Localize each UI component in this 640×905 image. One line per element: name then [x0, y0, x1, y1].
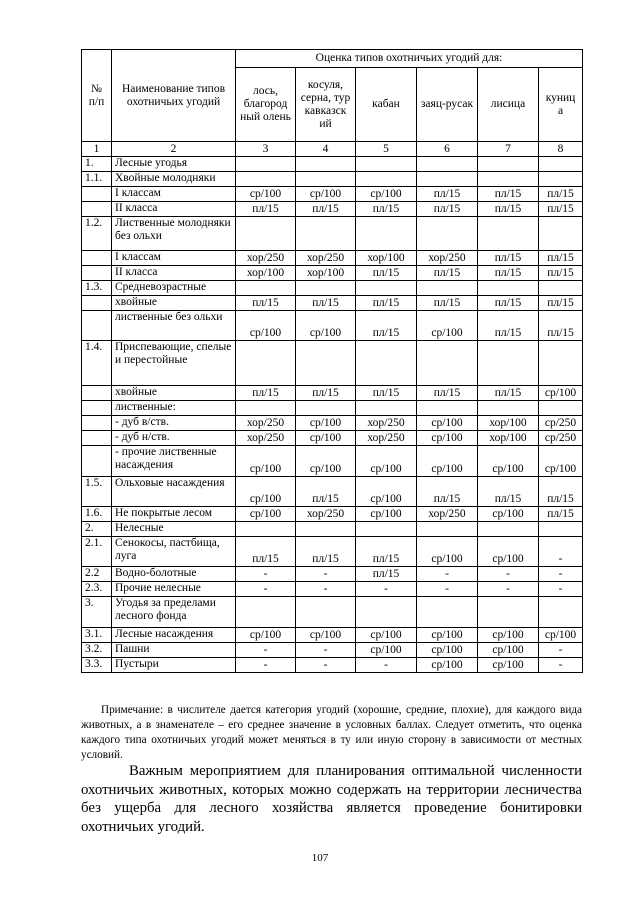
header-animal: куниц а	[539, 68, 583, 142]
row-number	[82, 296, 112, 311]
row-number: 1.1.	[82, 172, 112, 187]
table-row	[82, 187, 583, 202]
rating-cell: ср/100	[356, 507, 417, 522]
rating-cell: ср/100	[236, 507, 296, 522]
rating-cell: пл/15	[539, 266, 583, 281]
row-number: 1.4.	[82, 341, 112, 386]
rating-cell: пл/15	[236, 537, 296, 567]
row-number	[82, 446, 112, 477]
rating-cell: хор/250	[236, 431, 296, 446]
table-row	[82, 643, 583, 658]
row-name: Лесные насаждения	[112, 628, 236, 643]
row-number	[82, 266, 112, 281]
rating-cell: хор/100	[478, 431, 539, 446]
table-row	[82, 157, 583, 172]
rating-cell: пл/15	[236, 202, 296, 217]
row-number: 2.	[82, 522, 112, 537]
row-name: Хвойные молодняки	[112, 172, 236, 187]
row-name: Приспевающие, спелые и перестойные	[112, 341, 236, 386]
table-row	[82, 281, 583, 296]
rating-cell: пл/15	[296, 537, 356, 567]
table-row	[82, 401, 583, 416]
table-row	[82, 431, 583, 446]
rating-cell: ср/100	[478, 507, 539, 522]
rating-cell	[356, 401, 417, 416]
rating-cell: пл/15	[296, 296, 356, 311]
rating-cell	[539, 157, 583, 172]
hunting-grounds-table	[81, 49, 583, 673]
rating-cell: ср/100	[417, 311, 478, 341]
row-name: - дуб в/ств.	[112, 416, 236, 431]
table-row	[82, 416, 583, 431]
column-number: 6	[417, 142, 478, 157]
rating-cell: ср/100	[417, 446, 478, 477]
rating-cell: ср/100	[478, 537, 539, 567]
rating-cell: пл/15	[478, 202, 539, 217]
rating-cell: -	[236, 567, 296, 582]
header-animal: кабан	[356, 68, 417, 142]
page-number: 107	[311, 852, 329, 864]
rating-cell: -	[478, 582, 539, 597]
row-number	[82, 416, 112, 431]
rating-cell	[296, 597, 356, 628]
row-number	[82, 431, 112, 446]
row-name: Сенокосы, пастбища, луга	[112, 537, 236, 567]
header-ground-type: Наименование типов охотничьих угодий	[112, 50, 236, 142]
rating-cell	[356, 157, 417, 172]
row-number: 2.3.	[82, 582, 112, 597]
row-name: Нелесные	[112, 522, 236, 537]
rating-cell: пл/15	[539, 187, 583, 202]
header-animal: лисица	[478, 68, 539, 142]
row-name: Ольховые насаждения	[112, 477, 236, 507]
row-name: Средневозрастные	[112, 281, 236, 296]
row-name: I классам	[112, 251, 236, 266]
rating-cell	[236, 341, 296, 386]
rating-cell: пл/15	[296, 202, 356, 217]
table-row	[82, 597, 583, 628]
rating-cell: хор/250	[296, 251, 356, 266]
rating-cell	[296, 281, 356, 296]
row-name: хвойные	[112, 296, 236, 311]
rating-cell	[356, 281, 417, 296]
rating-cell: хор/100	[296, 266, 356, 281]
row-number	[82, 311, 112, 341]
rating-cell: пл/15	[539, 477, 583, 507]
rating-cell	[478, 217, 539, 251]
table-row	[82, 251, 583, 266]
row-number: 3.1.	[82, 628, 112, 643]
rating-cell	[296, 522, 356, 537]
rating-cell	[417, 341, 478, 386]
row-number: 1.5.	[82, 477, 112, 507]
rating-cell: пл/15	[478, 311, 539, 341]
table-row	[82, 537, 583, 567]
rating-cell: пл/15	[417, 266, 478, 281]
row-name: II класса	[112, 266, 236, 281]
table-row	[82, 567, 583, 582]
rating-cell	[478, 401, 539, 416]
rating-cell	[478, 172, 539, 187]
rating-cell: -	[417, 582, 478, 597]
rating-cell	[356, 522, 417, 537]
rating-cell: -	[296, 643, 356, 658]
rating-cell: хор/100	[236, 266, 296, 281]
rating-cell: ср/100	[356, 643, 417, 658]
rating-cell: пл/15	[356, 311, 417, 341]
rating-cell: хор/250	[236, 416, 296, 431]
column-number: 7	[478, 142, 539, 157]
row-number: 3.2.	[82, 643, 112, 658]
rating-cell	[539, 522, 583, 537]
rating-cell: пл/15	[417, 296, 478, 311]
table-row	[82, 582, 583, 597]
row-number	[82, 401, 112, 416]
table-row	[82, 658, 583, 673]
rating-cell: пл/15	[539, 251, 583, 266]
rating-cell	[356, 217, 417, 251]
paragraph-text: Важным мероприятием для планирования оптимальной численности охотничьих животных, которых можно содержать на территории лесничества без ущерба для лесного хозяйства является проведение бонитировки охотничьих угодий.	[81, 763, 582, 835]
table-row	[82, 507, 583, 522]
rating-cell: -	[356, 582, 417, 597]
rating-cell: -	[539, 582, 583, 597]
table-row	[82, 522, 583, 537]
table-row	[82, 172, 583, 187]
row-name: лиственные без ольхи	[112, 311, 236, 341]
rating-cell	[236, 522, 296, 537]
rating-cell: -	[539, 537, 583, 567]
table-row	[82, 296, 583, 311]
rating-cell	[236, 597, 296, 628]
rating-cell	[478, 281, 539, 296]
rating-cell: ср/250	[539, 416, 583, 431]
rating-cell: ср/100	[356, 187, 417, 202]
rating-cell: -	[478, 567, 539, 582]
row-number	[82, 251, 112, 266]
rating-cell	[417, 172, 478, 187]
header-number: № п/п	[82, 50, 112, 142]
rating-cell: ср/100	[236, 477, 296, 507]
rating-cell	[296, 341, 356, 386]
rating-cell: -	[236, 643, 296, 658]
row-name: Лиственные молодняки без ольхи	[112, 217, 236, 251]
rating-cell: пл/15	[478, 477, 539, 507]
rating-cell: ср/100	[356, 477, 417, 507]
rating-cell: -	[356, 658, 417, 673]
rating-cell: ср/100	[417, 658, 478, 673]
table-row	[82, 217, 583, 251]
rating-cell: пл/15	[478, 266, 539, 281]
rating-cell: -	[236, 582, 296, 597]
rating-cell	[478, 157, 539, 172]
rating-cell	[236, 401, 296, 416]
rating-cell: пл/15	[236, 296, 296, 311]
rating-cell: пл/15	[296, 477, 356, 507]
rating-cell: пл/15	[356, 296, 417, 311]
row-name: - прочие лиственные насаждения	[112, 446, 236, 477]
row-name: I классам	[112, 187, 236, 202]
row-number	[82, 187, 112, 202]
table-row	[82, 311, 583, 341]
rating-cell: пл/15	[356, 266, 417, 281]
rating-cell: ср/100	[356, 446, 417, 477]
rating-cell: ср/250	[539, 431, 583, 446]
row-name: - дуб н/ств.	[112, 431, 236, 446]
row-name: Водно-болотные	[112, 567, 236, 582]
rating-cell: ср/100	[296, 311, 356, 341]
row-name: Не покрытые лесом	[112, 507, 236, 522]
rating-cell	[236, 217, 296, 251]
rating-cell: хор/250	[236, 251, 296, 266]
table-row	[82, 446, 583, 477]
rating-cell: ср/100	[478, 446, 539, 477]
rating-cell: хор/250	[296, 507, 356, 522]
rating-cell: хор/250	[417, 507, 478, 522]
rating-cell: пл/15	[417, 477, 478, 507]
rating-cell: хор/250	[356, 431, 417, 446]
rating-cell: ср/100	[296, 628, 356, 643]
rating-cell: -	[296, 567, 356, 582]
rating-cell: -	[417, 567, 478, 582]
rating-cell	[236, 157, 296, 172]
rating-cell: ср/100	[296, 416, 356, 431]
rating-cell: -	[539, 567, 583, 582]
row-number	[82, 202, 112, 217]
rating-cell: ср/100	[236, 628, 296, 643]
rating-cell	[417, 281, 478, 296]
row-number: 3.	[82, 597, 112, 628]
table-note	[81, 703, 582, 763]
row-number: 1.3.	[82, 281, 112, 296]
rating-cell	[539, 217, 583, 251]
rating-cell: ср/100	[236, 187, 296, 202]
column-number: 2	[112, 142, 236, 157]
rating-cell: ср/100	[417, 537, 478, 567]
column-number: 4	[296, 142, 356, 157]
rating-cell: ср/100	[236, 311, 296, 341]
column-number: 3	[236, 142, 296, 157]
rating-cell: пл/15	[539, 311, 583, 341]
rating-cell: -	[296, 582, 356, 597]
rating-cell: пл/15	[236, 386, 296, 401]
row-number: 1.2.	[82, 217, 112, 251]
rating-cell: хор/250	[417, 251, 478, 266]
rating-cell: ср/100	[296, 187, 356, 202]
rating-cell: пл/15	[356, 567, 417, 582]
rating-cell	[478, 522, 539, 537]
row-number: 1.	[82, 157, 112, 172]
rating-cell: пл/15	[356, 386, 417, 401]
rating-cell: пл/15	[539, 202, 583, 217]
rating-cell	[296, 172, 356, 187]
table-row	[82, 477, 583, 507]
table-row	[82, 386, 583, 401]
header-animal: заяц-русак	[417, 68, 478, 142]
header-group: Оценка типов охотничьих угодий для:	[236, 50, 583, 68]
row-name: II класса	[112, 202, 236, 217]
rating-cell: ср/100	[539, 386, 583, 401]
body-paragraph	[81, 762, 582, 836]
rating-cell: хор/100	[478, 416, 539, 431]
note-text: Примечание: в числителе дается категория угодий (хорошие, средние, плохие), для каждого вида животных, а в знаменателе – его среднее значение в условных баллах. Следует отметить, что оценка каждого типа охотничьих угодий может меняться в ту или иную сторону в зависимости от местных условий.	[81, 704, 582, 761]
table-row	[82, 202, 583, 217]
row-number: 3.3.	[82, 658, 112, 673]
row-name: хвойные	[112, 386, 236, 401]
rating-cell: ср/100	[296, 431, 356, 446]
row-number: 1.6.	[82, 507, 112, 522]
rating-cell: ср/100	[417, 431, 478, 446]
rating-cell: ср/100	[296, 446, 356, 477]
header-animal: лось, благород ный олень	[236, 68, 296, 142]
table-row	[82, 266, 583, 281]
table-row	[82, 341, 583, 386]
header-animal: косуля, серна, тур кавказск ий	[296, 68, 356, 142]
rating-cell: пл/15	[478, 386, 539, 401]
rating-cell: ср/100	[236, 446, 296, 477]
rating-cell	[417, 157, 478, 172]
rating-cell: ср/100	[356, 628, 417, 643]
rating-cell: пл/15	[539, 296, 583, 311]
rating-cell: ср/100	[478, 658, 539, 673]
rating-cell: пл/15	[417, 187, 478, 202]
rating-cell	[236, 281, 296, 296]
rating-cell	[296, 401, 356, 416]
rating-cell	[356, 172, 417, 187]
rating-cell	[539, 281, 583, 296]
rating-cell: хор/250	[356, 416, 417, 431]
row-name: Лесные угодья	[112, 157, 236, 172]
rating-cell: -	[539, 658, 583, 673]
row-name: Пашни	[112, 643, 236, 658]
rating-cell	[417, 217, 478, 251]
row-name: Пустыри	[112, 658, 236, 673]
rating-cell: пл/15	[478, 187, 539, 202]
rating-cell: -	[236, 658, 296, 673]
rating-cell: ср/100	[478, 643, 539, 658]
rating-cell	[417, 597, 478, 628]
rating-cell	[478, 597, 539, 628]
rating-cell: пл/15	[478, 251, 539, 266]
rating-cell: пл/15	[356, 537, 417, 567]
row-number	[82, 386, 112, 401]
row-name: Прочие нелесные	[112, 582, 236, 597]
rating-cell	[539, 597, 583, 628]
rating-cell	[296, 217, 356, 251]
rating-cell: пл/15	[356, 202, 417, 217]
column-number: 5	[356, 142, 417, 157]
rating-cell: пл/15	[296, 386, 356, 401]
rating-cell: пл/15	[478, 296, 539, 311]
rating-cell: ср/100	[417, 643, 478, 658]
table-row	[82, 628, 583, 643]
rating-cell: хор/100	[356, 251, 417, 266]
rating-cell	[356, 597, 417, 628]
rating-cell	[417, 522, 478, 537]
rating-cell: ср/100	[539, 628, 583, 643]
rating-cell	[539, 401, 583, 416]
column-number: 8	[539, 142, 583, 157]
rating-cell	[236, 172, 296, 187]
rating-cell: пл/15	[539, 507, 583, 522]
row-name: Угодья за пределами лесного фонда	[112, 597, 236, 628]
row-name: лиственные:	[112, 401, 236, 416]
rating-cell	[539, 341, 583, 386]
rating-cell: -	[539, 643, 583, 658]
rating-cell: ср/100	[417, 628, 478, 643]
rating-cell: ср/100	[417, 416, 478, 431]
rating-cell: ср/100	[539, 446, 583, 477]
rating-cell	[478, 341, 539, 386]
rating-cell: ср/100	[478, 628, 539, 643]
rating-cell	[296, 157, 356, 172]
rating-cell	[539, 172, 583, 187]
rating-cell: -	[296, 658, 356, 673]
row-number: 2.1.	[82, 537, 112, 567]
rating-cell: пл/15	[417, 386, 478, 401]
column-number: 1	[82, 142, 112, 157]
rating-cell: пл/15	[417, 202, 478, 217]
rating-cell	[356, 341, 417, 386]
row-number: 2.2	[82, 567, 112, 582]
rating-cell	[417, 401, 478, 416]
